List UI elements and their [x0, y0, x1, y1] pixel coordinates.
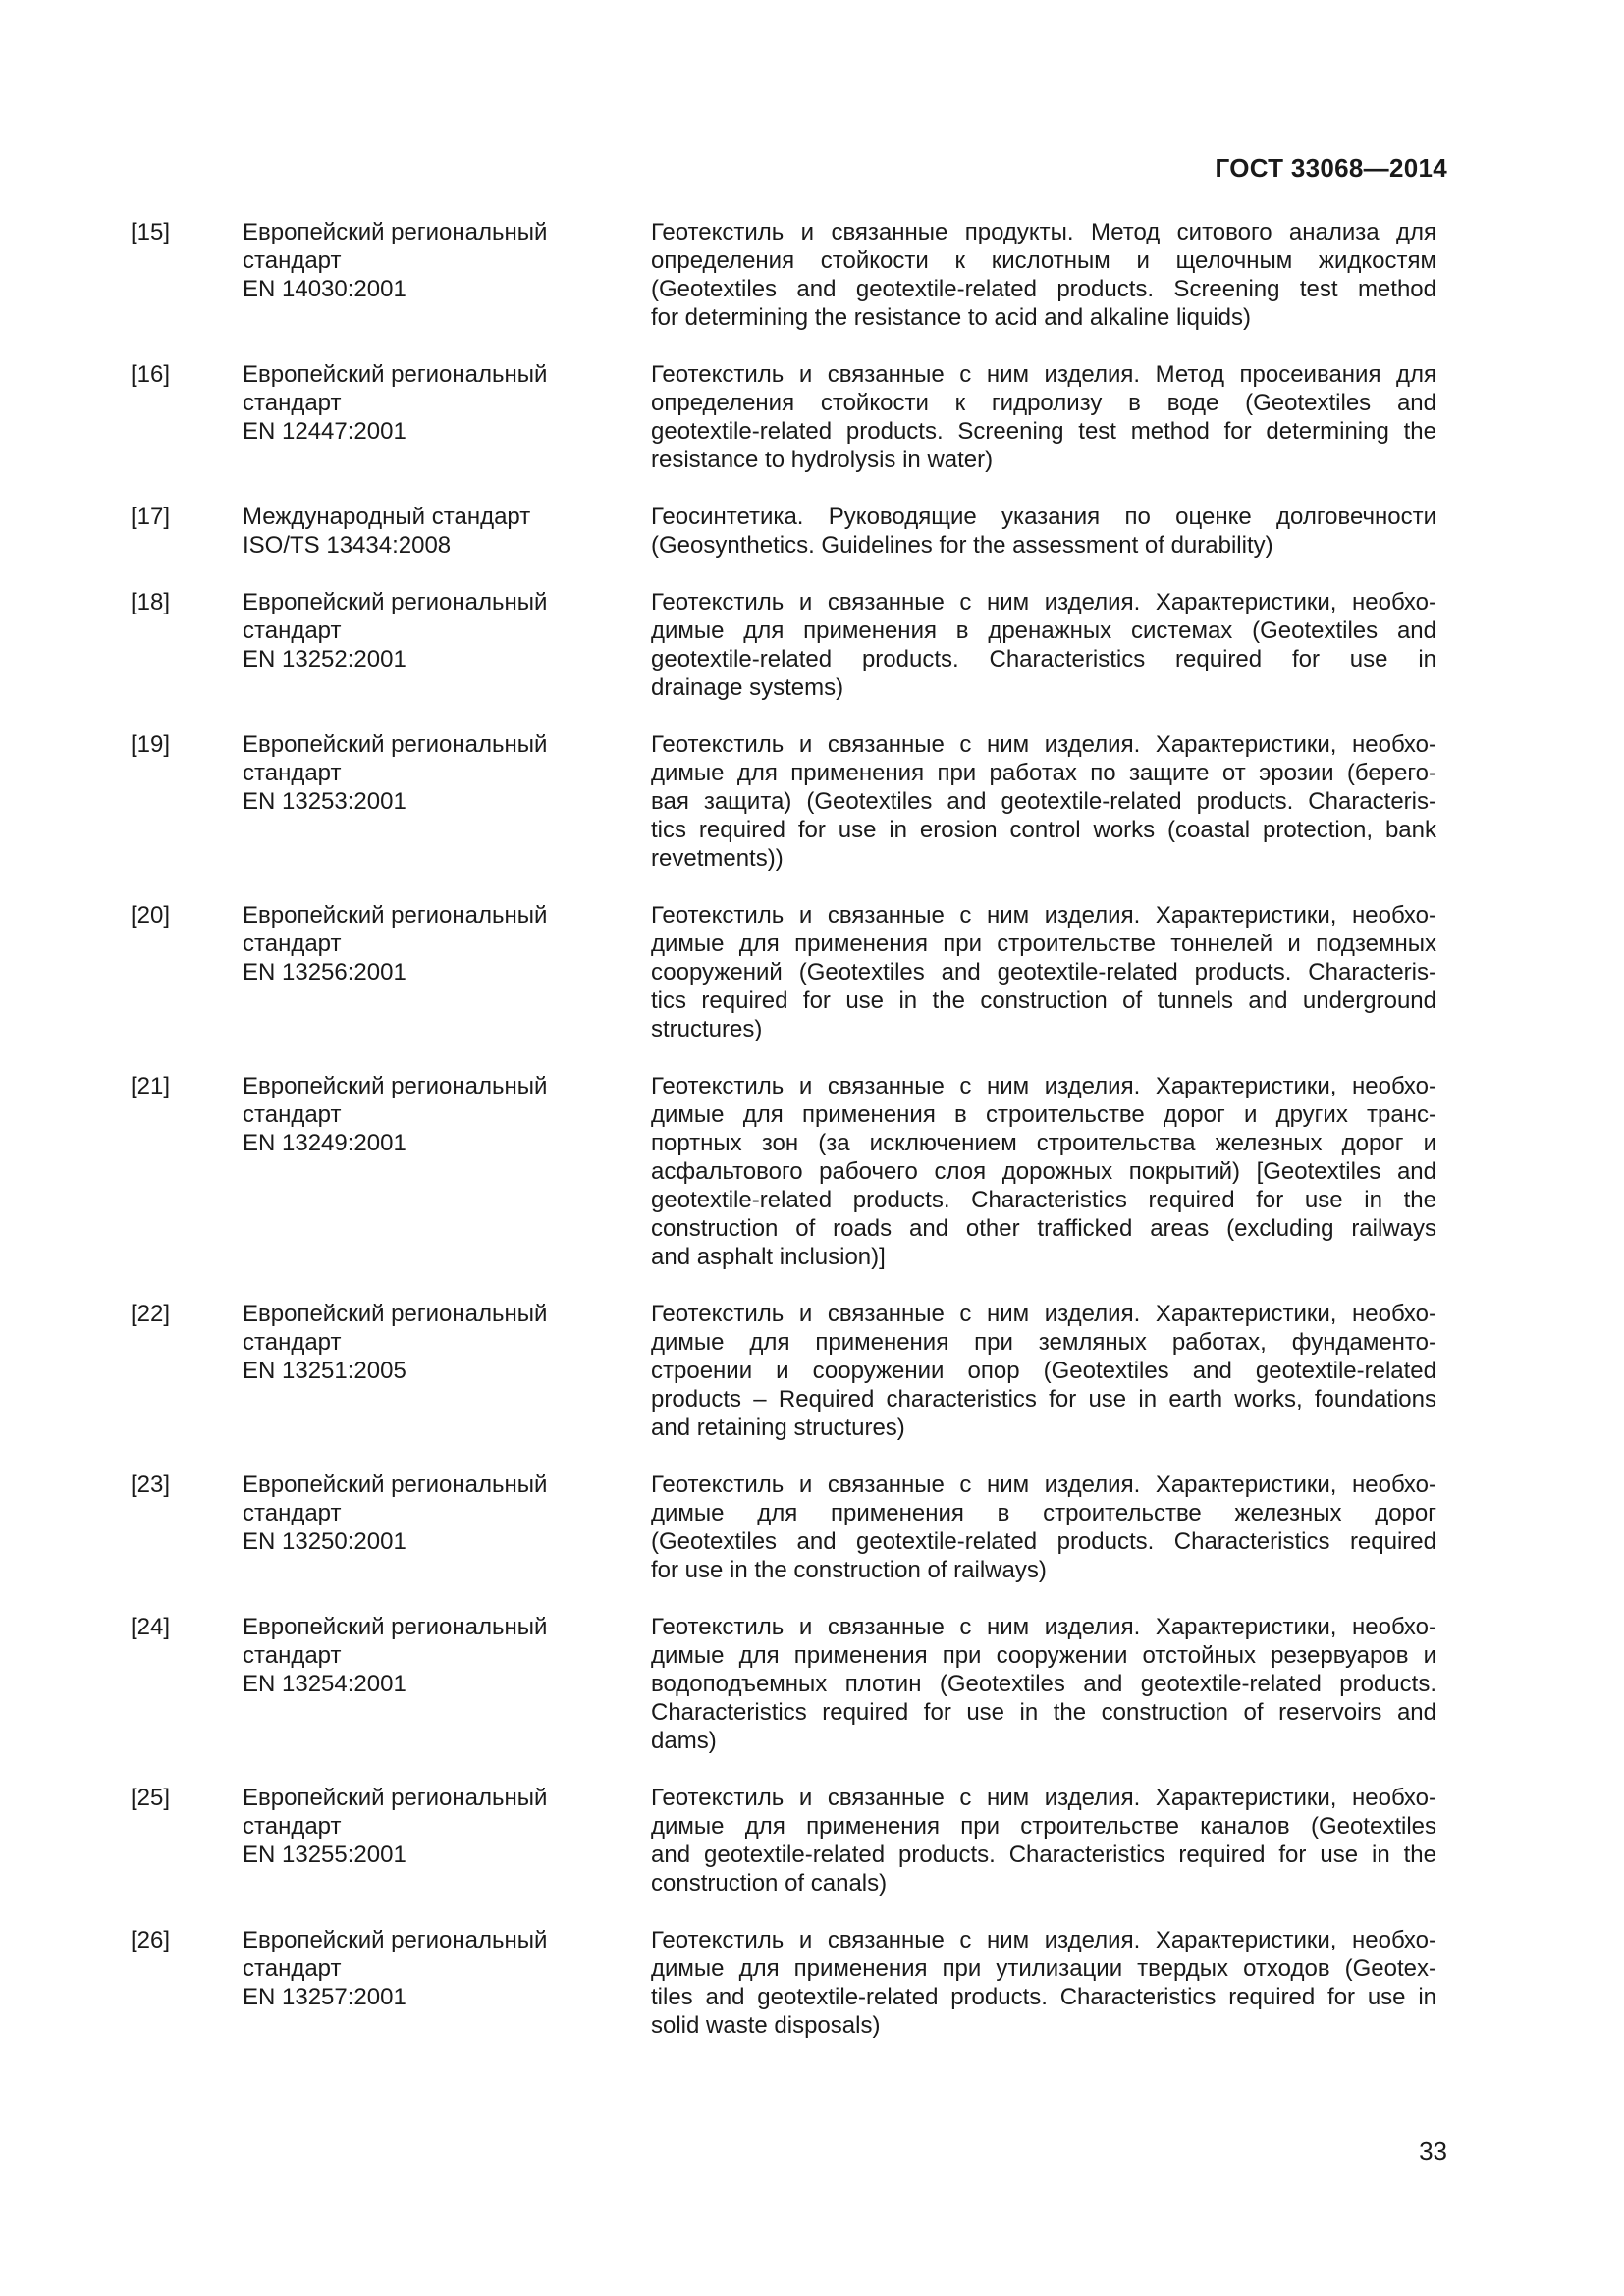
reference-title-line: geotextile-related products. Characteristics required for use in [651, 646, 1436, 672]
reference-title-line: Геосинтетика. Руководящие указания по оценке долговечности [651, 504, 1436, 530]
reference-title [651, 1613, 1436, 1755]
reference-source-line: EN 13252:2001 [243, 646, 406, 672]
reference-source-line: EN 14030:2001 [243, 276, 406, 302]
reference-title-line: димые для применения при утилизации твердых отходов (Geotex- [651, 1955, 1436, 1982]
reference-title-line: resistance to hydrolysis in water) [651, 447, 994, 473]
reference-entry [131, 1613, 1436, 1755]
reference-title-line: димые для применения при земляных работах, фундаменто- [651, 1329, 1436, 1356]
reference-title-line: портных зон (за исключением строительства железных дорог и [651, 1130, 1436, 1156]
reference-title [651, 1072, 1436, 1271]
reference-source-line: Европейский региональный [243, 1927, 548, 1953]
reference-title [651, 1926, 1436, 2040]
reference-title [651, 588, 1436, 702]
document-code: ГОСТ 33068—2014 [1215, 153, 1447, 183]
reference-source-line: EN 13251:2005 [243, 1358, 406, 1384]
reference-title-line: асфальтового рабочего слоя дорожных покрытий) [Geotextiles and [651, 1158, 1436, 1185]
reference-source-line: EN 13257:2001 [243, 1984, 406, 2010]
reference-entry [131, 1926, 1436, 2040]
reference-number: [22] [131, 1301, 171, 1327]
reference-title-line: димые для применения при строительстве каналов (Geotextiles [651, 1813, 1436, 1840]
reference-source [243, 1613, 651, 1755]
reference-title-line: and geotextile-related products. Characteristics required for use in the [651, 1842, 1436, 1868]
reference-number: [23] [131, 1471, 171, 1498]
reference-source-line: стандарт [243, 1500, 342, 1526]
reference-title [651, 730, 1436, 873]
reference-entry [131, 588, 1436, 702]
reference-source-line: EN 12447:2001 [243, 418, 406, 445]
reference-entry [131, 1300, 1436, 1442]
reference-title-line: димые для применения при строительстве тоннелей и подземных [651, 931, 1436, 957]
reference-title-line: определения стойкости к гидролизу в воде (Geotextiles and [651, 390, 1436, 416]
reference-source-line: Европейский региональный [243, 219, 548, 245]
reference-source-line: стандарт [243, 247, 342, 274]
reference-source-line: EN 13253:2001 [243, 788, 406, 815]
reference-source-line: Европейский региональный [243, 1301, 548, 1327]
reference-title-line: (Geotextiles and geotextile-related products. Characteristics required [651, 1528, 1436, 1555]
reference-title-line: construction of canals) [651, 1870, 888, 1896]
reference-title-line: Геотекстиль и связанные с ним изделия. Характеристики, необхо- [651, 1614, 1436, 1640]
reference-title-line: geotextile-related products. Screening test method for determining the [651, 418, 1436, 445]
reference-title [651, 1784, 1436, 1897]
reference-number: [18] [131, 589, 171, 615]
reference-entry [131, 1470, 1436, 1584]
reference-entry [131, 218, 1436, 332]
reference-title-line: Геотекстиль и связанные с ним изделия. Метод просеивания для [651, 361, 1436, 388]
reference-source-line: EN 13256:2001 [243, 959, 406, 986]
reference-title-line: for use in the construction of railways) [651, 1557, 1047, 1583]
reference-title-line: Геотекстиль и связанные продукты. Метод ситового анализа для [651, 219, 1436, 245]
reference-source [243, 360, 651, 474]
reference-title-line: димые для применения в строительстве дорог и других транс- [651, 1101, 1436, 1128]
reference-title-line: drainage systems) [651, 674, 844, 701]
reference-title-line: Characteristics required for use in the construction of reservoirs and [651, 1699, 1436, 1726]
reference-title-line: сооружений (Geotextiles and geotextile-related products. Characteris- [651, 959, 1436, 986]
reference-title-line: вая защита) (Geotextiles and geotextile-related products. Characteris- [651, 788, 1436, 815]
reference-entry [131, 1784, 1436, 1897]
reference-source-line: стандарт [243, 390, 342, 416]
reference-source-line: EN 13250:2001 [243, 1528, 406, 1555]
reference-source-line: EN 13254:2001 [243, 1671, 406, 1697]
reference-source-line: Европейский региональный [243, 1471, 548, 1498]
reference-source-line: стандарт [243, 1813, 342, 1840]
page-number: 33 [1419, 2136, 1447, 2165]
reference-title-line: Геотекстиль и связанные с ним изделия. Характеристики, необхо- [651, 1785, 1436, 1811]
reference-title-line: водоподъемных плотин (Geotextiles and geotextile-related products. [651, 1671, 1436, 1697]
reference-source-line: Международный стандарт [243, 504, 531, 530]
reference-title-line: revetments)) [651, 845, 784, 872]
reference-number: [15] [131, 219, 171, 245]
reference-title-line: geotextile-related products. Characteristics required for use in the [651, 1187, 1436, 1213]
reference-number: [25] [131, 1785, 171, 1811]
reference-source-line: EN 13255:2001 [243, 1842, 406, 1868]
reference-title [651, 1470, 1436, 1584]
reference-title-line: Геотекстиль и связанные с ним изделия. Характеристики, необхо- [651, 902, 1436, 929]
reference-source-line: стандарт [243, 1955, 342, 1982]
reference-source [243, 1470, 651, 1584]
reference-title-line: products – Required characteristics for use in earth works, foundations [651, 1386, 1436, 1413]
reference-number: [20] [131, 902, 171, 929]
reference-title [651, 901, 1436, 1043]
reference-source-line: Европейский региональный [243, 589, 548, 615]
reference-entry [131, 360, 1436, 474]
reference-source-line: EN 13249:2001 [243, 1130, 406, 1156]
reference-title-line: tics required for use in erosion control works (coastal protection, bank [651, 817, 1436, 843]
reference-source [243, 1072, 651, 1271]
reference-number: [19] [131, 731, 171, 758]
reference-source-line: стандарт [243, 1101, 342, 1128]
reference-source-line: Европейский региональный [243, 1073, 548, 1099]
reference-source-line: Европейский региональный [243, 731, 548, 758]
reference-number: [16] [131, 361, 171, 388]
reference-title-line: and retaining structures) [651, 1415, 905, 1441]
reference-source-line: ISO/TS 13434:2008 [243, 532, 452, 559]
reference-source [243, 1784, 651, 1897]
reference-title-line: Геотекстиль и связанные с ним изделия. Характеристики, необхо- [651, 1301, 1436, 1327]
reference-title-line: димые для применения при сооружении отстойных резервуаров и [651, 1642, 1436, 1669]
reference-title [651, 360, 1436, 474]
reference-source-line: Европейский региональный [243, 1614, 548, 1640]
reference-source [243, 1926, 651, 2040]
reference-source [243, 1300, 651, 1442]
reference-title-line: Геотекстиль и связанные с ним изделия. Характеристики, необхо- [651, 1927, 1436, 1953]
reference-title-line: димые для применения в дренажных системах (Geotextiles and [651, 617, 1436, 644]
reference-source [243, 503, 651, 560]
reference-source-line: стандарт [243, 1642, 342, 1669]
reference-entry [131, 503, 1436, 560]
reference-number: [24] [131, 1614, 171, 1640]
reference-title-line: for determining the resistance to acid and alkaline liquids) [651, 304, 1252, 331]
reference-title-line: Геотекстиль и связанные с ним изделия. Характеристики, необхо- [651, 731, 1436, 758]
reference-title-line: димые для применения при работах по защите от эрозии (берего- [651, 760, 1436, 786]
reference-title-line: строении и сооружении опор (Geotextiles and geotextile-related [651, 1358, 1436, 1384]
reference-source-line: стандарт [243, 1329, 342, 1356]
reference-source [243, 901, 651, 1043]
reference-title-line: димые для применения в строительстве железных дорог [651, 1500, 1436, 1526]
reference-title-line: construction of roads and other trafficked areas (excluding railways [651, 1215, 1436, 1242]
reference-title-line: dams) [651, 1728, 717, 1754]
reference-number: [17] [131, 504, 171, 530]
reference-title-line: structures) [651, 1016, 763, 1042]
reference-entry [131, 901, 1436, 1043]
reference-source [243, 588, 651, 702]
reference-title-line: tics required for use in the construction of tunnels and underground [651, 988, 1436, 1014]
reference-source [243, 730, 651, 873]
reference-source-line: Европейский региональный [243, 1785, 548, 1811]
reference-title-line: (Geosynthetics. Guidelines for the assessment of durability) [651, 532, 1273, 559]
reference-title [651, 218, 1436, 332]
reference-title-line: определения стойкости к кислотным и щелочным жидкостям [651, 247, 1436, 274]
reference-title [651, 503, 1436, 560]
reference-source-line: стандарт [243, 617, 342, 644]
reference-entry [131, 1072, 1436, 1271]
reference-title-line: Геотекстиль и связанные с ним изделия. Характеристики, необхо- [651, 589, 1436, 615]
reference-number: [21] [131, 1073, 171, 1099]
reference-source-line: стандарт [243, 760, 342, 786]
reference-entry [131, 730, 1436, 873]
reference-source-line: Европейский региональный [243, 902, 548, 929]
reference-title-line: solid waste disposals) [651, 2012, 881, 2039]
reference-title-line: (Geotextiles and geotextile-related products. Screening test method [651, 276, 1436, 302]
reference-title-line: Геотекстиль и связанные с ним изделия. Характеристики, необхо- [651, 1073, 1436, 1099]
reference-source [243, 218, 651, 332]
bibliography-list [131, 218, 1436, 2068]
reference-source-line: Европейский региональный [243, 361, 548, 388]
reference-title [651, 1300, 1436, 1442]
reference-number: [26] [131, 1927, 171, 1953]
reference-title-line: tiles and geotextile-related products. Characteristics required for use in [651, 1984, 1436, 2010]
reference-source-line: стандарт [243, 931, 342, 957]
reference-title-line: and asphalt inclusion)] [651, 1244, 886, 1270]
reference-title-line: Геотекстиль и связанные с ним изделия. Характеристики, необхо- [651, 1471, 1436, 1498]
